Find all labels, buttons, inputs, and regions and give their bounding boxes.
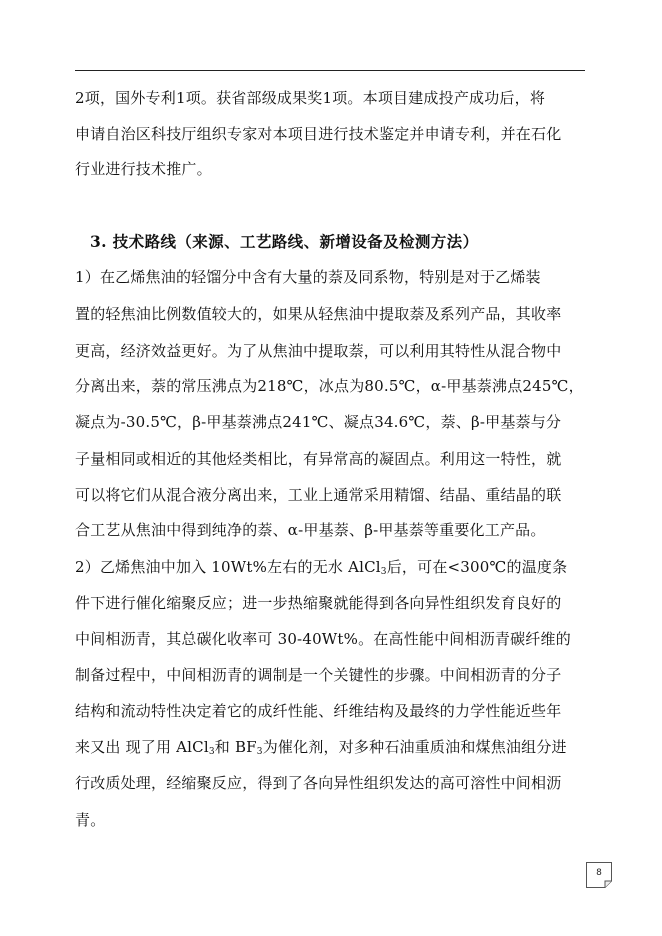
subscript: 3 [380,567,387,577]
text-line: 行业进行技术推广。 [75,160,212,178]
text-line: 凝点为-30.5℃，β-甲基萘沸点241℃、凝点34.6℃，萘、β-甲基萘与分 [75,413,562,431]
text-line: 行改质处理，经缩聚反应，得到了各向异性组织发达的高可溶性中间相沥 [75,774,562,792]
text-run: 来又出 现了用 AlCl [75,738,209,756]
header-rule [75,70,585,71]
subscript: 3 [256,747,263,757]
text-run: 为催化剂，对多种石油重质油和煤焦油组分进 [262,738,567,756]
text-line: 更高，经济效益更好。为了从焦油中提取萘，可以利用其特性从混合物中 [75,342,562,360]
text-line: 中间相沥青，其总碳化收率可 30-40Wt%。在高性能中间相沥青碳纤维的 [75,630,571,648]
page-number-badge [586,862,612,888]
text-line-with-subscript [75,557,585,582]
subscript: 3 [208,747,215,757]
text-line: 申请自治区科技厅组织专家对本项目进行技术鉴定并申请专利，并在石化 [75,125,562,143]
text-line: 子量相同或相近的其他烃类相比，有异常高的凝固点。利用这一特性，就 [75,450,562,468]
text-line: 置的轻焦油比例数值较大的，如果从轻焦油中提取萘及系列产品，其收率 [75,305,562,323]
text-line-with-subscript [75,737,585,762]
text-line: 分离出来，萘的常压沸点为218℃，冰点为80.5℃，α-甲基萘沸点245℃， [75,377,584,395]
text-line: 件下进行催化缩聚反应；进一步热缩聚就能得到各向异性组织发育良好的 [75,594,562,612]
text-line: 可以将它们从混合液分离出来，工业上通常采用精馏、结晶、重结晶的联 [75,486,562,504]
text-run: 后，可在<300℃的温度条 [386,558,568,576]
text-line: 2项，国外专利1项。获省部级成果奖1项。本项目建成投产成功后，将 [75,89,546,107]
section-heading: 3. 技术路线（来源、工艺路线、新增设备及检测方法） [90,232,479,251]
text-line: 制备过程中，中间相沥青的调制是一个关键性的步骤。中间相沥青的分子 [75,666,562,684]
text-line: 1）在乙烯焦油的轻馏分中含有大量的萘及同系物，特别是对于乙烯装 [75,268,541,286]
text-line: 结构和流动特性决定着它的成纤性能、纤维结构及最终的力学性能近些年 [75,702,562,720]
page-number: 8 [596,868,602,878]
text-run: 2）乙烯焦油中加入 10Wt%左右的无水 AlCl [75,558,381,576]
text-run: 和 BF [214,738,257,756]
text-line: 青。 [75,811,106,829]
text-line: 合工艺从焦油中得到纯净的萘、α-甲基萘、β-甲基萘等重要化工产品。 [75,521,546,539]
